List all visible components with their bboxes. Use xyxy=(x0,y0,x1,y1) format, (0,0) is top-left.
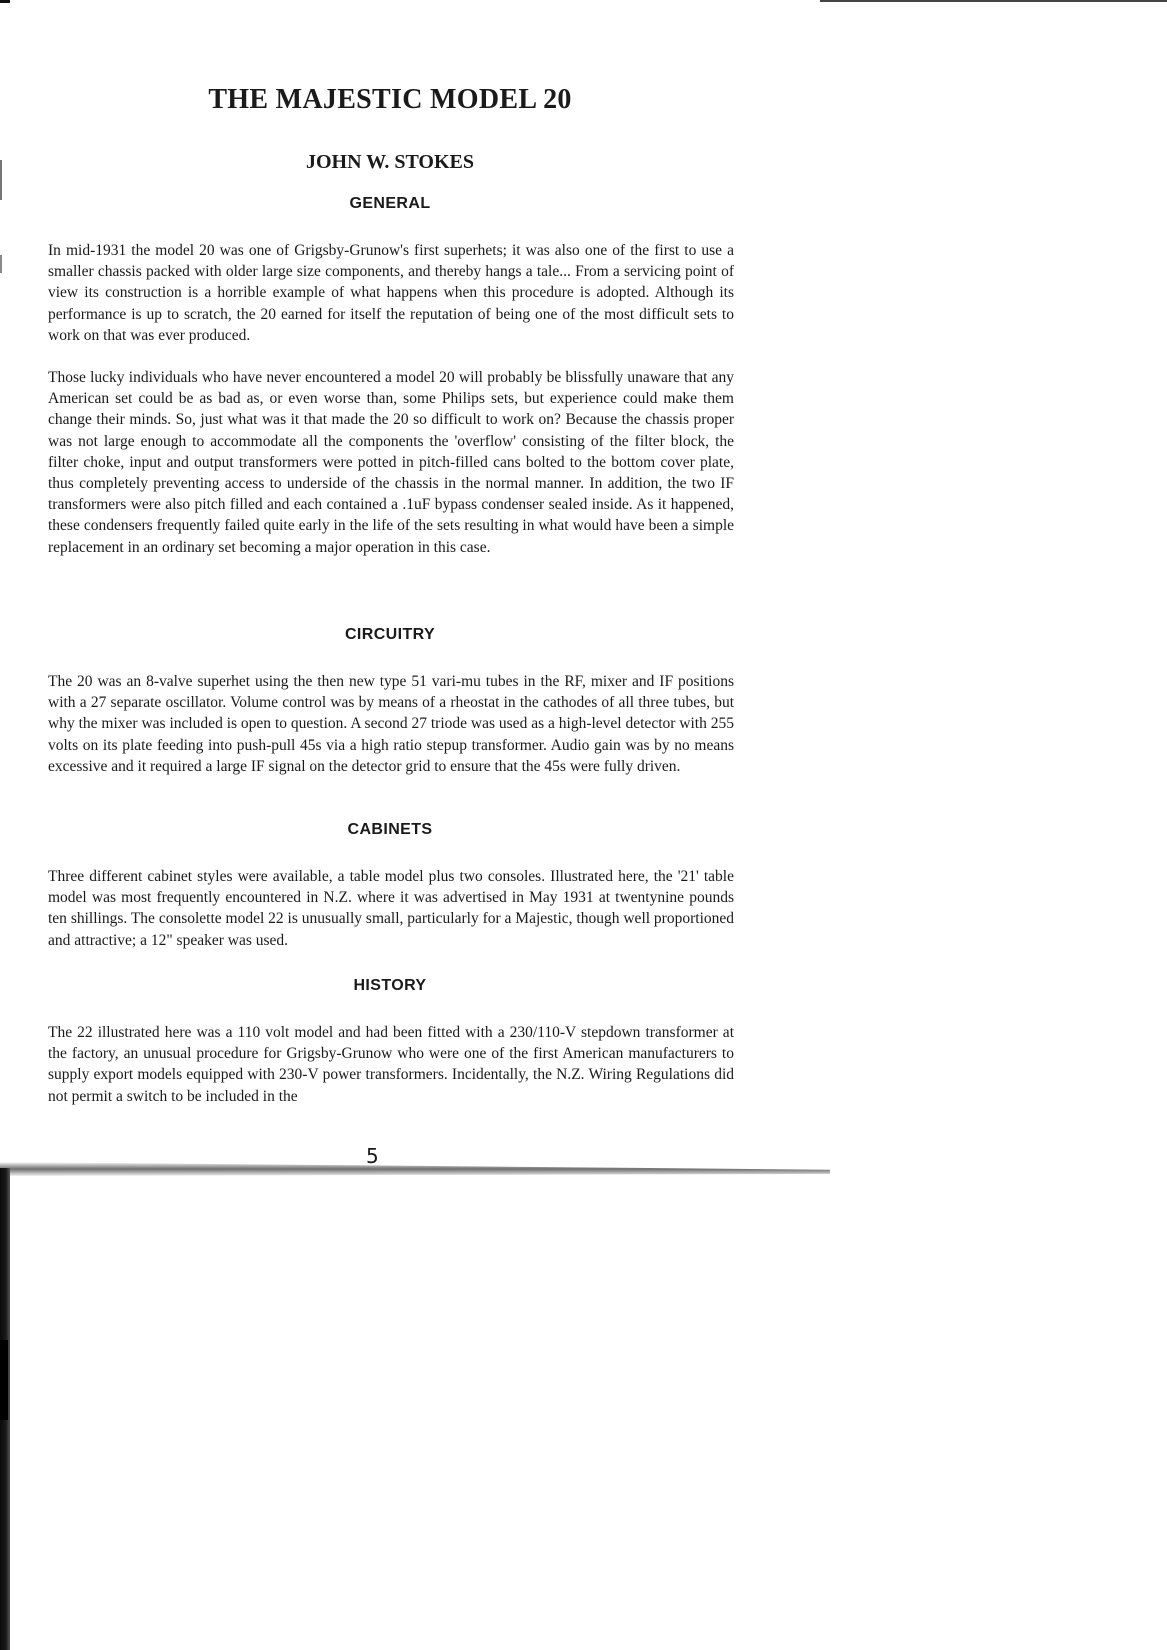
section-heading-general: GENERAL xyxy=(349,195,431,212)
paragraph-general-1: In mid-1931 the model 20 was one of Grigsby-Grunow's first superhets; it was also one of the first to use a smaller chassis packed with older large size components, and thereby hangs a tale... From a servicing point of view its construction is a horrible example of what happens when this procedure is adopted. Although its performance is up to scratch, the 20 earned for itself the reputation of being one of the most difficult sets to work on that was ever produced. xyxy=(48,242,734,344)
document-title: THE MAJESTIC MODEL 20 xyxy=(208,84,572,115)
scan-edge-mark xyxy=(0,255,2,273)
paragraph-general-2: Those lucky individuals who have never encountered a model 20 will probably be blissfully unaware that any American set could be as bad as, or even worse than, some Philips sets, but experience could make them change their minds. So, just what was it that made the 20 so difficult to work on? Because the chassis proper was not large enough to accommodate all the components the 'overflow' consisting of the filter block, the filter choke, input and output transformers were potted in pitch-filled cans bolted to the bottom cover plate, thus completely preventing access to underside of the chassis in the normal manner. In addition, the two IF transformers were also pitch filled and each contained a .1uF bypass condenser sealed inside. As it happened, these condensers frequently failed quite early in the life of the sets resulting in what would have been a simple replacement in an ordinary set becoming a major operation in this case. xyxy=(48,369,734,556)
scan-edge-line xyxy=(820,0,1167,2)
document-author: JOHN W. STOKES xyxy=(305,151,475,173)
paragraph-cabinets: Three different cabinet styles were available, a table model plus two consoles. Illustrated here, the '21' table model was most frequently encountered in N.Z. where it was advertised in May 1931 at twentynine pounds ten shillings. The consolette model 22 is unusually small, particularly for a Majestic, though well proportioned and attractive; a 12" speaker was used. xyxy=(48,868,734,949)
page-bottom-rule xyxy=(0,1162,830,1176)
paragraph-circuitry: The 20 was an 8-valve superhet using the then new type 51 vari-mu tubes in the RF, mixer and IF positions with a 27 separate oscillator. Volume control was by means of a rheostat in the cathodes of all three tubes, but why the mixer was included is open to question. A second 27 triode was used as a high-level detector with 255 volts on its plate feeding into push-pull 45s via a high ratio stepup transformer. Audio gain was by no means excessive and it required a large IF signal on the detector grid to ensure that the 45s were fully driven. xyxy=(48,673,734,775)
section-heading-history: HISTORY xyxy=(353,977,427,994)
scan-edge-mark xyxy=(0,0,10,3)
scan-binding-shadow xyxy=(0,1340,8,1420)
section-heading-circuitry: CIRCUITRY xyxy=(344,626,436,643)
page-number: 5 xyxy=(366,1144,379,1168)
section-heading-cabinets: CABINETS xyxy=(347,821,433,838)
paragraph-history: The 22 illustrated here was a 110 volt model and had been fitted with a 230/110-V stepdown transformer at the factory, an unusual procedure for Grigsby-Grunow who were one of the first American manufacturers to supply export models equipped with 230-V power transformers. Incidentally, the N.Z. Wiring Regulations did not permit a switch to be included in the xyxy=(48,1024,734,1105)
